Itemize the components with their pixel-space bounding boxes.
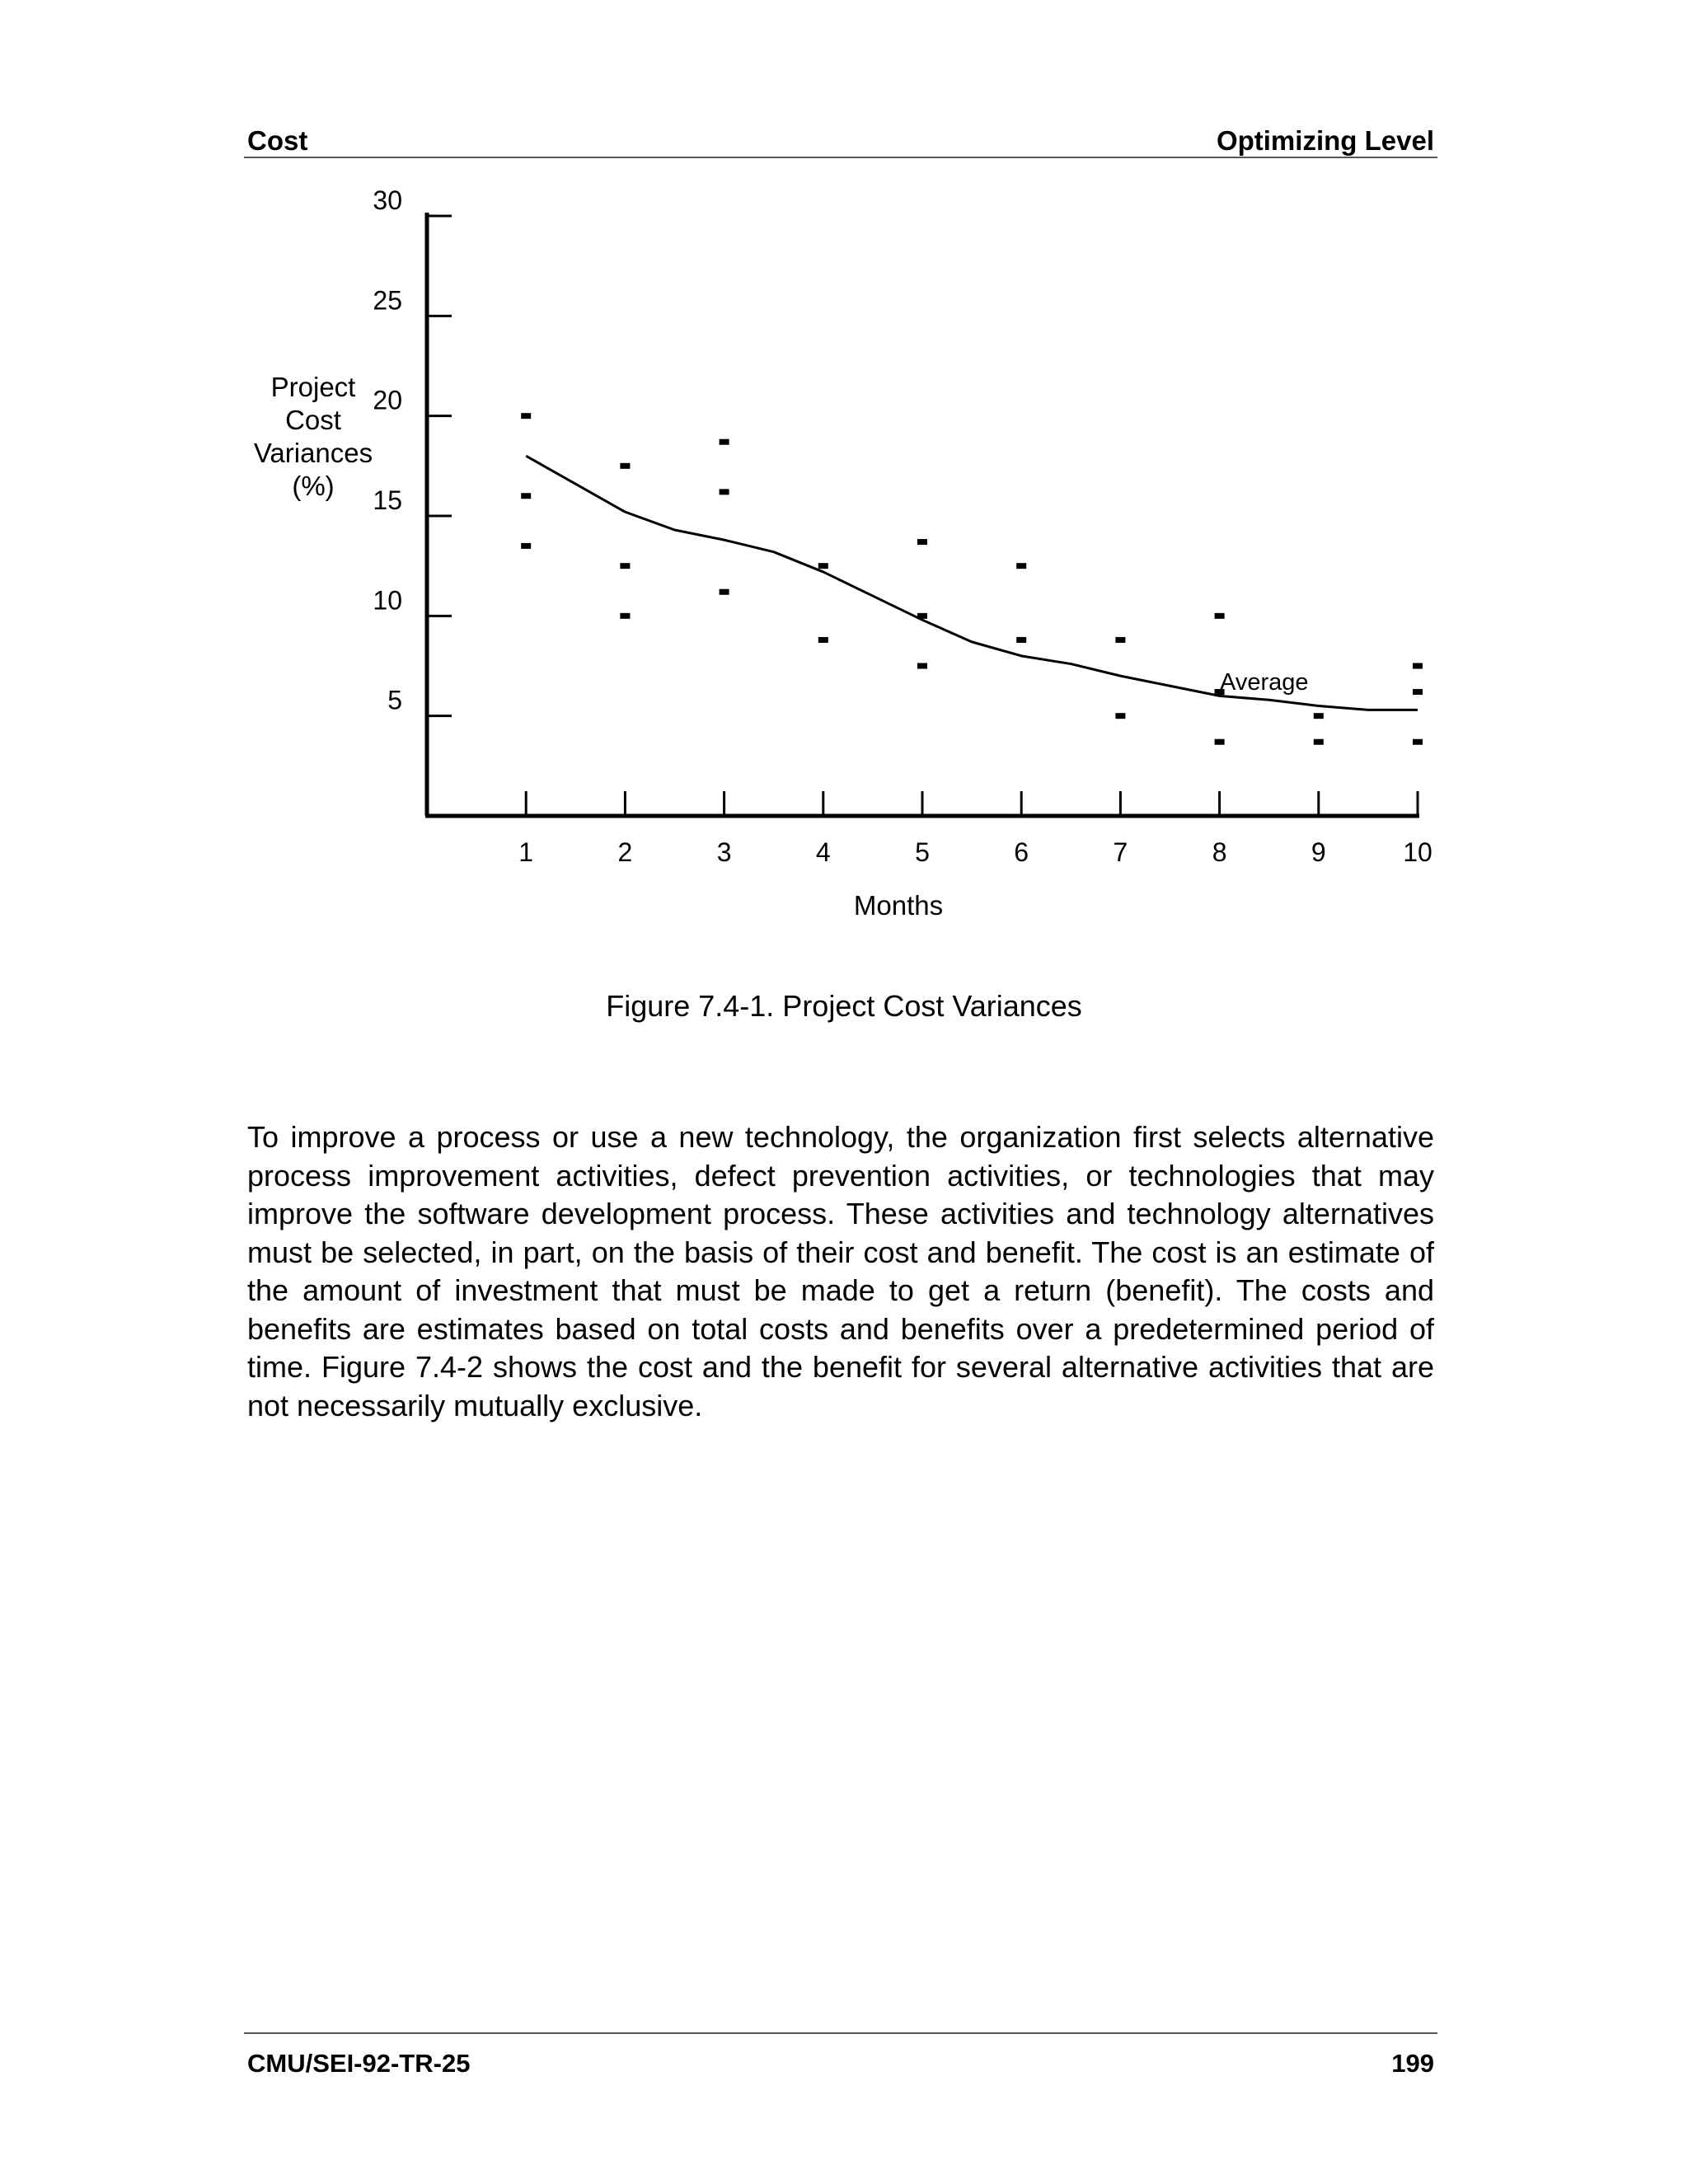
data-point [818, 637, 828, 643]
data-point [917, 613, 927, 619]
report-number: CMU/SEI-92-TR-25 [247, 2049, 471, 2078]
y-tick-label: 5 [387, 685, 402, 715]
x-axis-label: Months [853, 890, 944, 921]
x-tick-label: 8 [1212, 837, 1227, 867]
data-point [818, 563, 828, 569]
data-point [720, 439, 729, 445]
data-point [1115, 637, 1125, 643]
x-tick-label: 6 [1014, 837, 1029, 867]
data-point [917, 663, 927, 669]
x-tick-label: 1 [518, 837, 534, 867]
x-tick-label: 10 [1403, 837, 1432, 867]
header-level-title: Optimizing Level [1216, 125, 1434, 156]
data-point [1016, 563, 1026, 569]
y-axis-label-line: (%) [292, 471, 335, 501]
x-tick-label: 7 [1113, 837, 1128, 867]
header-section-title: Cost [247, 125, 308, 156]
y-tick-label: 20 [373, 385, 402, 415]
data-point [1413, 663, 1423, 669]
data-point [620, 613, 630, 619]
data-point [620, 463, 630, 469]
y-axis-label [243, 371, 383, 503]
y-tick-label: 25 [373, 285, 402, 316]
y-tick-label: 15 [373, 485, 402, 515]
data-point [1215, 739, 1225, 745]
data-point [620, 563, 630, 569]
y-axis-label-line: Variances [253, 438, 373, 468]
data-point [720, 589, 729, 595]
data-point [1413, 739, 1423, 745]
average-line-label: Average [1220, 669, 1309, 696]
y-axis-label-line: Cost [285, 405, 341, 435]
x-tick-label: 2 [617, 837, 633, 867]
data-point [917, 539, 927, 545]
y-tick-label: 30 [373, 185, 402, 215]
x-tick-label: 3 [716, 837, 732, 867]
data-point [521, 413, 531, 419]
running-footer [244, 2032, 1437, 2078]
y-tick-label: 10 [373, 585, 402, 616]
figure-project-cost-variances [0, 165, 1688, 956]
cost-variance-chart [0, 165, 1688, 956]
data-point [1215, 613, 1225, 619]
x-tick-label: 5 [915, 837, 930, 867]
data-point [1016, 637, 1026, 643]
x-tick-label: 9 [1311, 837, 1326, 867]
data-point [1314, 713, 1324, 719]
data-point [521, 493, 531, 499]
body-paragraph: To improve a process or use a new technology, the organization first selects alternative process improvement activities, defect prevention activities, or technologies that may improve the software development process. These activities and technology alternatives must be selected, in part, on the basis of their cost and benefit. The cost is an estimate of the amount of investment that must be made to get a return (benefit). The costs and benefits are estimates based on total costs and benefits over a predetermined period of time. Figure 7.4-2 shows the cost and the benefit for several alternative activities that are not necessarily mutually exclusive. [247, 1120, 1434, 1422]
data-point [1413, 689, 1423, 695]
data-point [521, 543, 531, 549]
page-number: 199 [1391, 2049, 1434, 2078]
y-axis-label-line: Project [270, 372, 356, 402]
data-point [1115, 713, 1125, 719]
running-header [244, 124, 1437, 158]
data-point [1314, 739, 1324, 745]
figure-caption: Figure 7.4-1. Project Cost Variances [606, 989, 1082, 1023]
x-tick-label: 4 [815, 837, 831, 867]
data-point [720, 489, 729, 494]
